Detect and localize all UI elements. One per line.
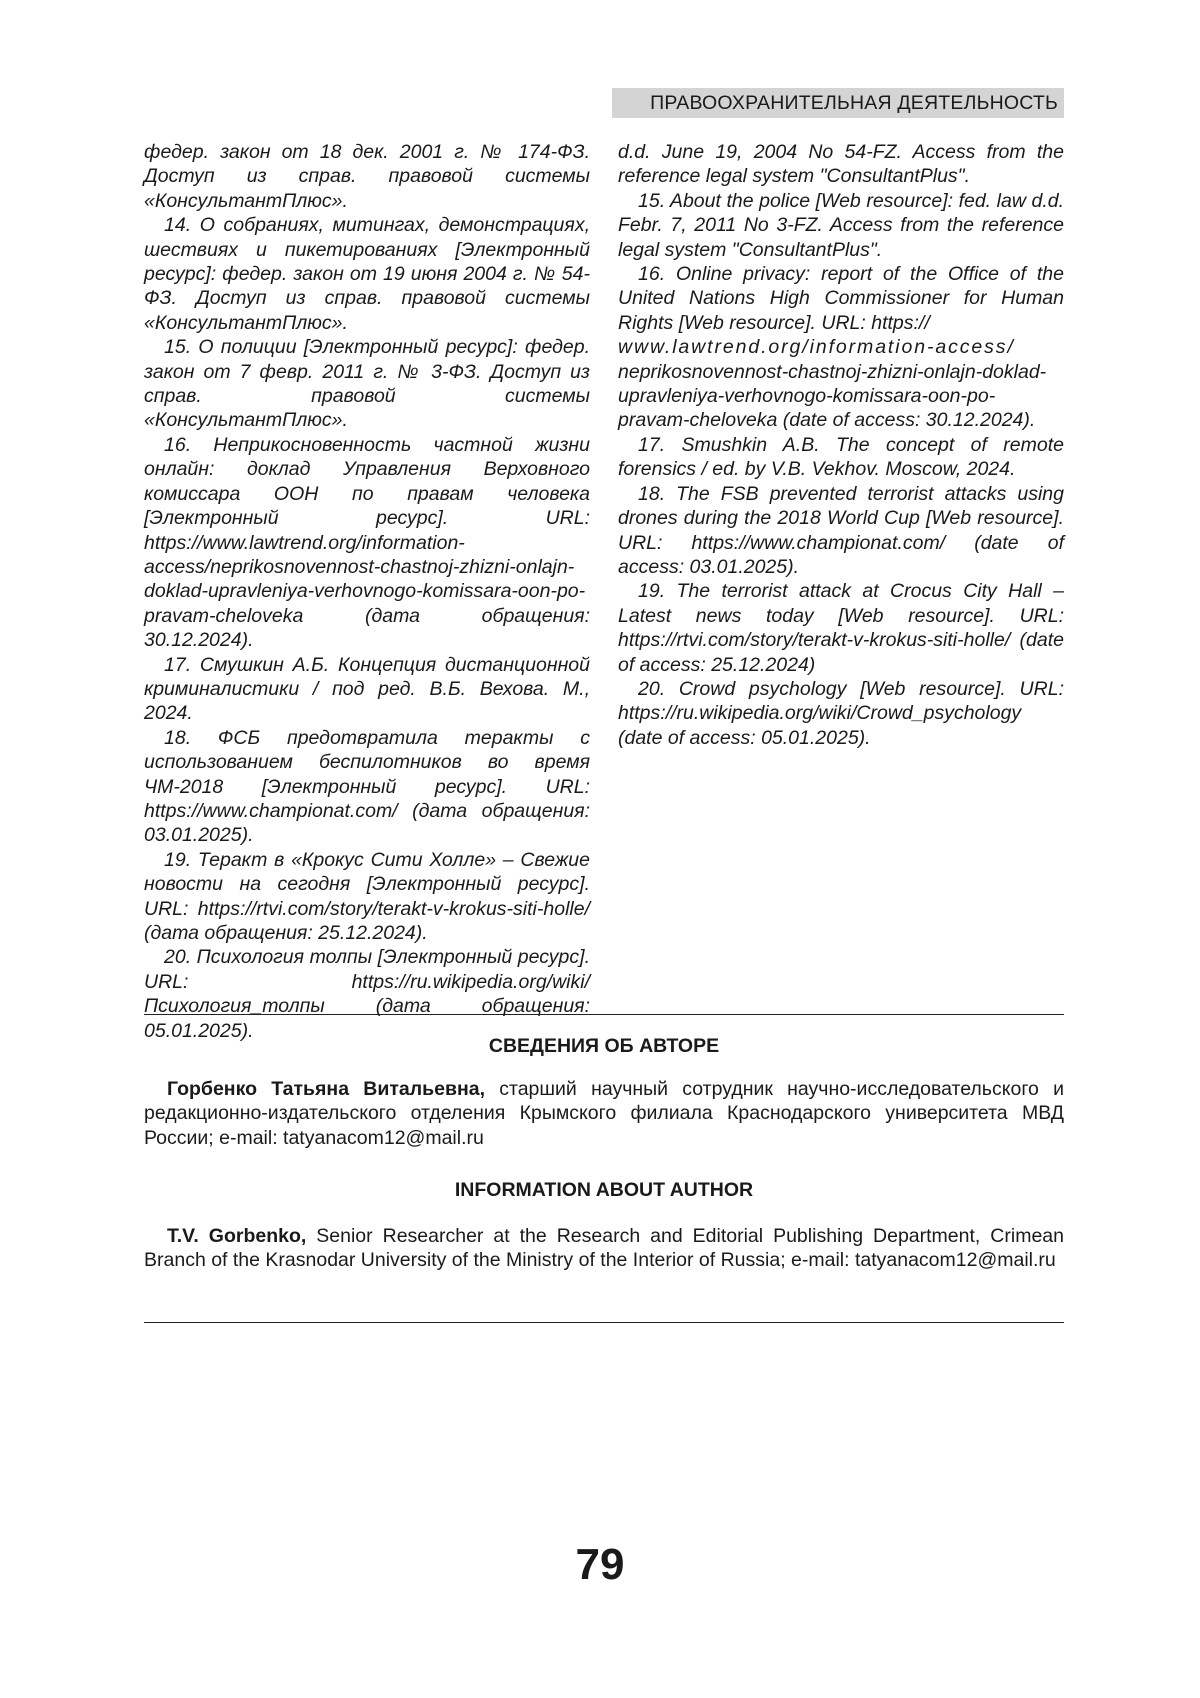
reference-en-16-part-b: www.lawtrend.org/information-access/ bbox=[618, 336, 1015, 359]
author-bio-en: Senior Researcher at the Research and Editorial Publishing Department, Crimean Branch of the Krasnodar University of the Ministry of the Interior of Russia; e-mail: tatyanacom12@mail.ru bbox=[144, 1225, 1064, 1272]
reference-19: 19. Теракт в «Крокус Сити Холле» – Свежие новости на сегодня [Электронный ресурс]. URL: https://rtvi.com/story/terakt-v-krokus-siti-holle/ (дата обращения: 25.12.2024). bbox=[144, 848, 590, 944]
reference-15: 15. О полиции [Электронный ресурс]: федер. закон от 7 февр. 2011 г. № 3-ФЗ. Доступ из справ. правовой системы «КонсультантПлюс». bbox=[144, 336, 590, 432]
author-info-en bbox=[144, 1224, 1064, 1273]
author-info-en-title: INFORMATION ABOUT AUTHOR bbox=[454, 1179, 754, 1201]
running-header bbox=[612, 88, 1064, 118]
reference-en-16-part-a: 16. Online privacy: report of the Office of the United Nations High Commissioner for Human Rights [Web resource]. URL: https:// bbox=[618, 263, 1064, 334]
reference-en-19: 19. The terrorist attack at Crocus City Hall – Latest news today [Web resource]. URL: https://rtvi.com/story/terakt-v-krokus-siti-holle/ (date of access: 25.12.2024) bbox=[618, 580, 1064, 676]
author-bio-ru: старший научный сотрудник научно-исследовательского и редакционно-издательского отделения Крымского филиала Краснодарского университета МВД России; e-mail: tatyanacom12@mail.ru bbox=[144, 1078, 1064, 1149]
reference-en-16-part-c: neprikosnovennost-chastnoj-zhizni-onlajn-doklad-upravleniya-verhovnogo-komissara-oon-po-pravam-cheloveka (date of access: 30.12.2024). bbox=[618, 360, 1047, 432]
references-en-column bbox=[618, 140, 1064, 750]
author-info-ru-title: СВЕДЕНИЯ ОБ АВТОРЕ bbox=[488, 1035, 720, 1057]
references-ru-column bbox=[144, 140, 590, 1043]
reference-20: 20. Психология толпы [Электронный ресурс]. URL: https://ru.wikipedia.org/wiki/Психология_толпы (дата обращения: 05.01.2025). bbox=[144, 946, 590, 1042]
reference-17: 17. Смушкин А.Б. Концепция дистанционной криминалистики / под ред. В.Б. Вехова. М., 2024. bbox=[144, 653, 590, 725]
author-name-en: T.V. Gorbenko, bbox=[167, 1225, 307, 1247]
reference-en-20: 20. Crowd psychology [Web resource]. URL: https://ru.wikipedia.org/wiki/Crowd_psychology (date of access: 05.01.2025). bbox=[618, 677, 1064, 749]
reference-18: 18. ФСБ предотвратила теракты с использованием беспилотников во время ЧМ-2018 [Электронный ресурс]. URL: https://www.championat.com/ (дата обращения: 03.01.2025). bbox=[144, 726, 590, 847]
reference-en-17: 17. Smushkin A.B. The concept of remote forensics / ed. by V.B. Vekhov. Moscow, 2024. bbox=[618, 433, 1064, 481]
reference-13-tail: федер. закон от 18 дек. 2001 г. № 174-ФЗ. Доступ из справ. правовой системы «КонсультантПлюс». bbox=[144, 141, 590, 212]
reference-en-18: 18. The FSB prevented terrorist attacks using drones during the 2018 World Cup [Web resource]. URL: https://www.championat.com/ (date of access: 03.01.2025). bbox=[618, 482, 1064, 578]
divider-top bbox=[144, 1014, 1064, 1015]
divider-bottom bbox=[144, 1322, 1064, 1323]
reference-en-14-tail: d.d. June 19, 2004 No 54-FZ. Access from the reference legal system "ConsultantPlus". bbox=[618, 141, 1064, 188]
author-info-ru bbox=[144, 1077, 1064, 1150]
page-number: 79 bbox=[575, 1540, 625, 1589]
reference-en-15: 15. About the police [Web resource]: fed. law d.d. Febr. 7, 2011 No 3-FZ. Access from the reference legal system "ConsultantPlus". bbox=[618, 189, 1064, 261]
reference-16: 16. Неприкосновенность частной жизни онлайн: доклад Управления Верховного комиссара ООН по правам человека [Электронный ресурс]. URL: https://www.lawtrend.org/information-access/neprikosnovennost-chastnoj-zhizni-onlajn-doklad-upravleniya-verhovnogo-komissara-oon-po-pravam-cheloveka (дата обращения: 30.12.2024). bbox=[144, 433, 590, 652]
author-name-ru: Горбенко Татьяна Витальевна, bbox=[167, 1078, 485, 1100]
running-header-title: ПРАВООХРАНИТЕЛЬНАЯ ДЕЯТЕЛЬНОСТЬ bbox=[650, 92, 1058, 114]
reference-14: 14. О собраниях, митингах, демонстрациях, шествиях и пикетированиях [Электронный ресурс]: федер. закон от 19 июня 2004 г. № 54-ФЗ. Доступ из справ. правовой системы «КонсультантПлюс». bbox=[144, 214, 590, 334]
